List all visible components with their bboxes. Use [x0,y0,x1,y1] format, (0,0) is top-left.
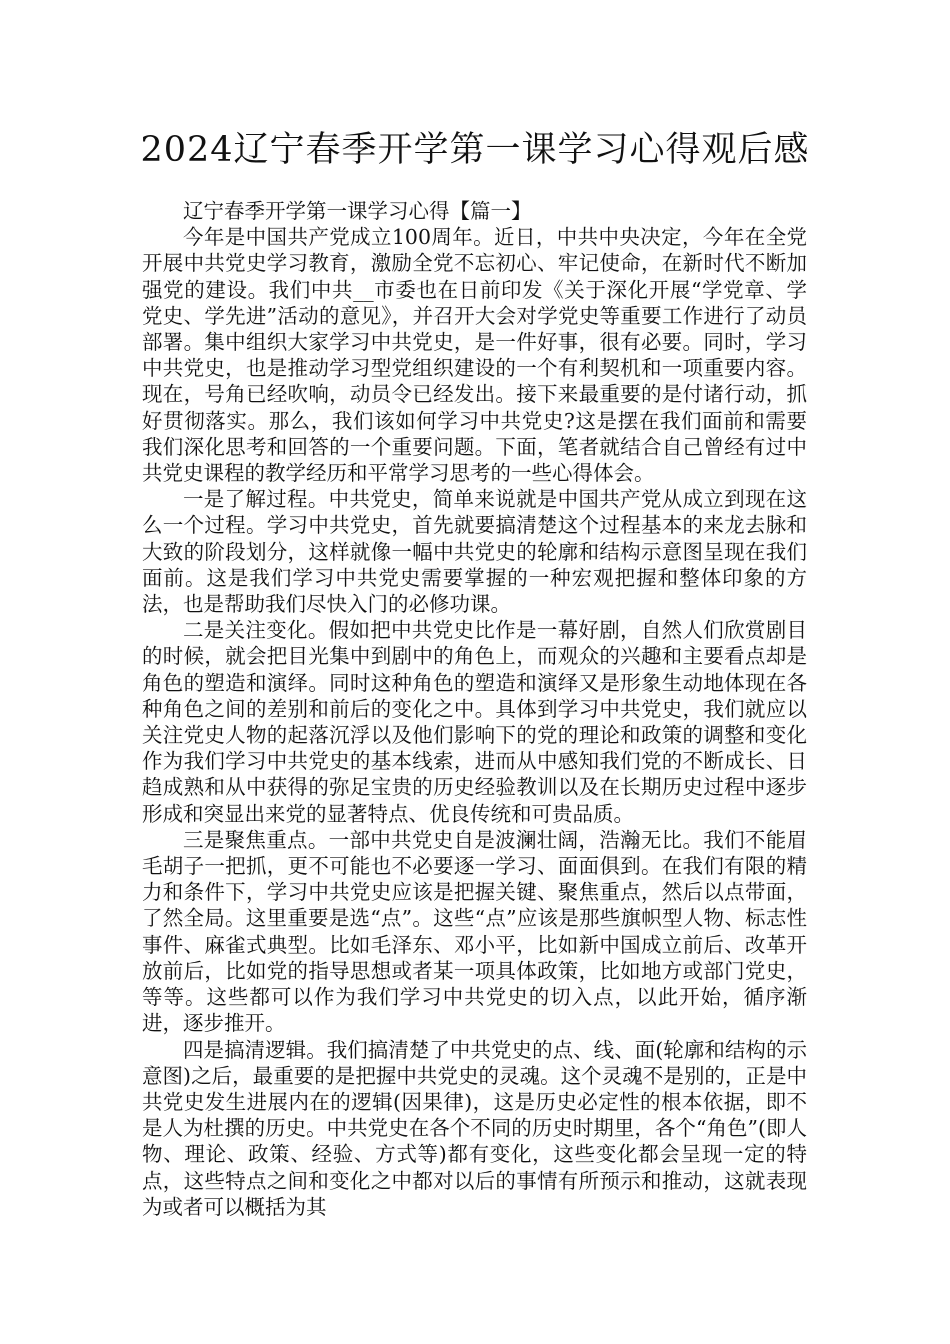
document-title: 2024辽宁春季开学第一课学习心得观后感 [140,130,810,170]
paragraph-intro: 今年是中国共产党成立100周年。近日，中共中央决定，今年在全党开展中共党史学习教育，激励全党不忘初心、牢记使命，在新时代不断加强党的建设。我们中共__市委也在日前印发《关于深化开展“学党章、学党史、学先进”活动的意见》，并召开大会对学党史等重要工作进行了动员部署。集中组织大家学习中共党史，是一件好事，很有必要。同时，学习中共党史，也是推动学习型党组织建设的一个有利契机和一项重要内容。现在，号角已经吹响，动员令已经发出。接下来最重要的是付诸行动，抓好贯彻落实。那么，我们该如何学习中共党史?这是摆在我们面前和需要我们深化思考和回答的一个重要问题。下面，笔者就结合自己曾经有过中共党史课程的教学经历和平常学习思考的一些心得体会。 [142,225,807,486]
paragraph-point-four: 四是搞清逻辑。我们搞清楚了中共党史的点、线、面(轮廓和结构的示意图)之后，最重要的是把握中共党史的灵魂。这个灵魂不是别的，正是中共党史发生进展内在的逻辑(因果律)，这是历史必定性的根本依据，即不是人为杜撰的历史。中共党史在各个不同的历史时期里，各个“角色”(即人物、理论、政策、经验、方式等)都有变化，这些变化都会呈现一定的特点，这些特点之间和变化之中都对以后的事情有所预示和推动，这就表现为或者可以概括为其 [142,1037,807,1219]
paragraph-point-three: 三是聚焦重点。一部中共党史自是波澜壮阔，浩瀚无比。我们不能眉毛胡子一把抓，更不可能也不必要逐一学习、面面俱到。在我们有限的精力和条件下，学习中共党史应该是把握关键、聚焦重点，然后以点带面，了然全局。这里重要是选“点”。这些“点”应该是那些旗帜型人物、标志性事件、麻雀式典型。比如毛泽东、邓小平，比如新中国成立前后、改革开放前后，比如党的指导思想或者某一项具体政策，比如地方或部门党史，等等。这些都可以作为我们学习中共党史的切入点，以此开始，循序渐进，逐步推开。 [142,827,807,1036]
paragraph-point-two: 二是关注变化。假如把中共党史比作是一幕好剧，自然人们欣赏剧目的时候，就会把目光集中到剧中的角色上，而观众的兴趣和主要看点却是角色的塑造和演绎。同时这种角色的塑造和演绎又是形象生动地体现在各种角色之间的差别和前后的变化之中。具体到学习中共党史，我们就应以关注党史人物的起落沉浮以及他们影响下的党的理论和政策的调整和变化作为我们学习中共党史的基本线索，进而从中感知我们党的不断成长、日趋成熟和从中获得的弥足宝贵的历史经验教训以及在长期历史过程中逐步形成和突显出来党的显著特点、优良传统和可贵品质。 [142,618,807,826]
document-body [142,198,807,1220]
paragraph-point-one: 一是了解过程。中共党史，简单来说就是中国共产党从成立到现在这么一个过程。学习中共党史，首先就要搞清楚这个过程基本的来龙去脉和大致的阶段划分，这样就像一幅中共党史的轮廓和结构示意图呈现在我们面前。这是我们学习中共党史需要掌握的一种宏观把握和整体印象的方法，也是帮助我们尽快入门的必修功课。 [142,487,807,617]
section-heading: 辽宁春季开学第一课学习心得【篇一】 [183,199,532,223]
